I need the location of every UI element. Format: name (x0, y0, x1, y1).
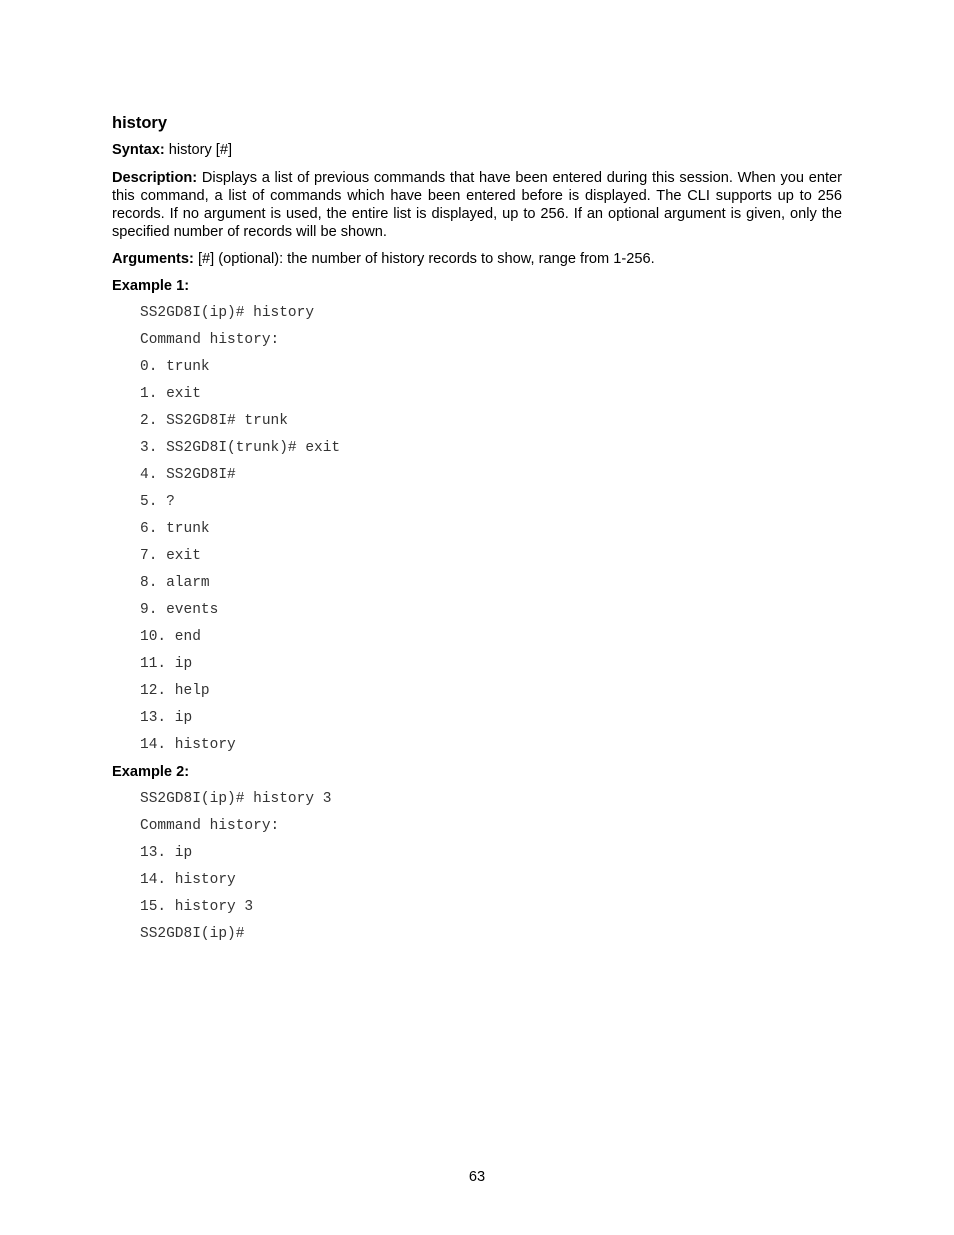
code-line: 14. history (140, 872, 236, 888)
code-line: 13. ip (140, 845, 193, 861)
code-line: 3. SS2GD8I(trunk)# exit (140, 440, 341, 456)
code-line: Command history: (140, 332, 280, 348)
example2-heading: Example 2: (112, 764, 190, 780)
code-line: 14. history (140, 737, 236, 753)
page-number: 63 (468, 1169, 486, 1185)
arguments-paragraph (112, 250, 842, 268)
code-line: 1. exit (140, 386, 201, 402)
code-line: 15. history 3 (140, 899, 254, 915)
code-line: 4. SS2GD8I# (140, 467, 236, 483)
syntax-text: history [#] (164, 142, 233, 158)
code-line: 13. ip (140, 710, 193, 726)
code-line: 10. end (140, 629, 201, 645)
example1-heading: Example 1: (112, 278, 190, 294)
example2-code-block (140, 790, 331, 952)
description-paragraph (112, 169, 842, 241)
description-text: Displays a list of previous commands that have been entered during this session. When you enter this command, a list of commands which have been entered before is displayed. The CLI supports up to 256 records. If no argument is used, the entire list is displayed, up to 256. If an optional argument is given, only the specified number of records will be shown. (112, 170, 842, 240)
syntax-paragraph (112, 141, 842, 159)
description-label: Description: (112, 170, 198, 186)
example1-code-block (140, 304, 340, 763)
arguments-label: Arguments: (112, 251, 194, 267)
code-line: 12. help (140, 683, 210, 699)
code-line: 8. alarm (140, 575, 210, 591)
code-line: 6. trunk (140, 521, 210, 537)
code-line: SS2GD8I(ip)# history 3 (140, 791, 332, 807)
code-line: 2. SS2GD8I# trunk (140, 413, 288, 429)
code-line: 11. ip (140, 656, 193, 672)
code-line: 0. trunk (140, 359, 210, 375)
arguments-text: [#] (optional): the number of history records to show, range from 1-256. (193, 251, 655, 267)
code-line: SS2GD8I(ip)# history (140, 305, 315, 321)
section-heading: history (112, 114, 168, 132)
syntax-label: Syntax: (112, 142, 165, 158)
code-line: Command history: (140, 818, 280, 834)
code-line: 5. ? (140, 494, 175, 510)
code-line: 9. events (140, 602, 219, 618)
code-line: 7. exit (140, 548, 201, 564)
code-line: SS2GD8I(ip)# (140, 926, 245, 942)
